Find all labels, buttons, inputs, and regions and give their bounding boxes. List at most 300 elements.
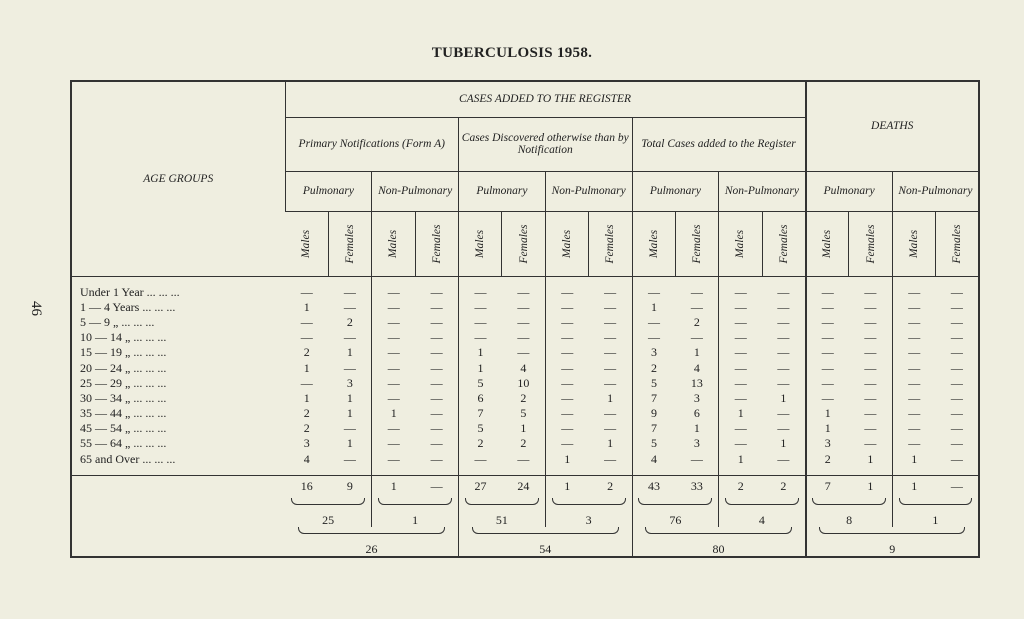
males-header: Males xyxy=(459,211,502,276)
table-cell: — xyxy=(864,436,877,451)
grand-total-value: 80 xyxy=(712,541,725,556)
table-cell: — xyxy=(343,284,356,299)
table-cell: 6 xyxy=(459,391,502,406)
table-row xyxy=(71,345,979,360)
table-cell: — xyxy=(430,436,443,451)
table-cell: — xyxy=(545,300,588,315)
table-row xyxy=(71,330,979,345)
deaths-header: DEATHS xyxy=(806,81,980,171)
table-cell: — xyxy=(343,360,356,375)
total-cell: 1 xyxy=(892,475,935,498)
grand-total-value: 54 xyxy=(539,541,552,556)
grand-total-value: 9 xyxy=(889,541,896,556)
table-cell: — xyxy=(517,451,530,466)
table-cell: — xyxy=(777,421,790,436)
table-cell: — xyxy=(604,330,617,345)
table-cell: 1 xyxy=(372,406,415,421)
table-cell: — xyxy=(777,314,790,329)
table-cell: — xyxy=(950,436,963,451)
table-cell: — xyxy=(300,330,313,345)
table-cell: 4 xyxy=(693,360,700,375)
table-cell: — xyxy=(950,390,963,405)
males-header: Males xyxy=(806,211,849,276)
table-cell: — xyxy=(459,315,502,330)
table-cell: — xyxy=(777,284,790,299)
table-row xyxy=(71,421,979,436)
totals-row xyxy=(71,475,979,498)
table-cell: 1 xyxy=(545,452,588,467)
table-cell: — xyxy=(517,284,530,299)
table-cell: — xyxy=(950,299,963,314)
table-row xyxy=(71,376,979,391)
total-cell: 27 xyxy=(459,475,502,498)
males-header: Males xyxy=(719,211,762,276)
table-cell: — xyxy=(343,299,356,314)
females-header: Females xyxy=(936,211,979,276)
table-cell: 7 xyxy=(459,406,502,421)
subtotal-value: 4 xyxy=(758,512,765,527)
table-cell: — xyxy=(545,436,588,451)
table-cell: 2 xyxy=(459,436,502,451)
brace-mark xyxy=(291,498,365,505)
table-cell: 1 xyxy=(632,300,675,315)
table-cell: 1 xyxy=(780,390,787,405)
table-cell: — xyxy=(864,299,877,314)
table-cell: — xyxy=(430,284,443,299)
table-cell: 4 xyxy=(520,360,527,375)
brace-mark xyxy=(378,498,452,505)
total-cell: 16 xyxy=(285,475,328,498)
brace-mark xyxy=(552,498,626,505)
table-cell: 2 xyxy=(303,421,310,436)
table-cell: — xyxy=(517,299,530,314)
males-header: Males xyxy=(545,211,588,276)
age-group-label: 10 — 14 „ ... ... ... xyxy=(80,330,167,345)
table-cell: 5 xyxy=(459,421,502,436)
table-cell: — xyxy=(719,436,762,451)
table-cell: 1 xyxy=(303,360,310,375)
age-group-label: 5 — 9 „ ... ... ... xyxy=(80,314,155,329)
table-cell: — xyxy=(545,360,588,375)
subtotal-cell xyxy=(545,498,632,527)
table-cell: — xyxy=(300,284,313,299)
table-cell: — xyxy=(806,345,849,360)
cases-added-header: CASES ADDED TO THE REGISTER xyxy=(285,81,806,117)
table-cell: — xyxy=(372,421,415,436)
table-cell: 1 xyxy=(346,390,353,405)
table-cell: — xyxy=(864,314,877,329)
table-cell: — xyxy=(892,391,935,406)
subtotal-cell xyxy=(719,498,806,527)
total-cell: 1 xyxy=(372,475,415,498)
table-cell: — xyxy=(806,376,849,391)
table-cell: — xyxy=(864,330,877,345)
table-cell: — xyxy=(864,421,877,436)
table-cell: 1 xyxy=(520,421,527,436)
males-header: Males xyxy=(285,211,328,276)
table-cell: 6 xyxy=(693,406,700,421)
table-cell: — xyxy=(719,330,762,345)
table-cell: — xyxy=(430,299,443,314)
primary-notifications-header: Primary Notifications (Form A) xyxy=(285,117,459,171)
table-cell: — xyxy=(864,406,877,421)
table-cell: — xyxy=(604,375,617,390)
table-cell: — xyxy=(517,330,530,345)
females-header: Females xyxy=(675,211,718,276)
table-cell: — xyxy=(777,451,790,466)
total-cell: 2 xyxy=(589,475,632,498)
brace-mark xyxy=(465,498,539,505)
table-cell: 5 xyxy=(632,436,675,451)
age-group-label: 45 — 54 „ ... ... ... xyxy=(80,421,167,436)
age-group-label: 30 — 34 „ ... ... ... xyxy=(80,390,167,405)
table-cell: — xyxy=(950,406,963,421)
table-cell: — xyxy=(892,285,935,300)
table-cell: — xyxy=(430,314,443,329)
total-cases-header: Total Cases added to the Register xyxy=(632,117,806,171)
table-cell: — xyxy=(343,421,356,436)
table-cell: — xyxy=(950,421,963,436)
table-cell: — xyxy=(632,285,675,300)
subtotal-value: 1 xyxy=(412,512,419,527)
subtotal-cell xyxy=(372,498,459,527)
table-cell: — xyxy=(430,345,443,360)
age-group-label: 65 and Over ... ... ... xyxy=(80,451,176,466)
table-cell: — xyxy=(430,406,443,421)
total-cell: — xyxy=(415,475,458,498)
total-cell: 7 xyxy=(806,475,849,498)
table-cell: — xyxy=(372,452,415,467)
subtotal-value: 25 xyxy=(322,512,335,527)
table-cell: 5 xyxy=(459,376,502,391)
subtotal-cell xyxy=(892,498,979,527)
table-row xyxy=(71,300,979,315)
table-cell: 9 xyxy=(632,406,675,421)
table-cell: — xyxy=(372,436,415,451)
total-cell: 24 xyxy=(502,475,545,498)
table-cell: — xyxy=(545,376,588,391)
tuberculosis-table xyxy=(70,80,980,558)
page-number: 46 xyxy=(28,301,44,316)
table-cell: 4 xyxy=(632,452,675,467)
total-cell: — xyxy=(936,475,979,498)
table-cell: 2 xyxy=(303,345,310,360)
table-cell: — xyxy=(545,391,588,406)
males-header: Males xyxy=(632,211,675,276)
table-cell: — xyxy=(806,300,849,315)
table-cell: — xyxy=(864,375,877,390)
total-cell: 1 xyxy=(849,475,892,498)
table-cell: — xyxy=(777,345,790,360)
females-header: Females xyxy=(415,211,458,276)
table-cell: 2 xyxy=(303,406,310,421)
table-cell: 2 xyxy=(520,436,527,451)
table-cell: 3 xyxy=(806,436,849,451)
table-cell: — xyxy=(892,436,935,451)
table-cell: — xyxy=(517,314,530,329)
table-cell: — xyxy=(343,451,356,466)
table-cell: — xyxy=(892,360,935,375)
non-pulmonary-header: Non-Pulmonary xyxy=(892,171,979,211)
table-cell: — xyxy=(690,451,703,466)
table-cell: — xyxy=(690,284,703,299)
table-cell: — xyxy=(517,345,530,360)
total-cell: 2 xyxy=(762,475,805,498)
total-cell: 2 xyxy=(719,475,762,498)
table-cell: — xyxy=(372,376,415,391)
table-cell: — xyxy=(545,315,588,330)
table-cell: — xyxy=(950,375,963,390)
males-header: Males xyxy=(892,211,935,276)
table-cell: 1 xyxy=(892,452,935,467)
table-cell: 1 xyxy=(303,299,310,314)
table-cell: — xyxy=(719,376,762,391)
table-cell: — xyxy=(806,360,849,375)
table-cell: 1 xyxy=(346,406,353,421)
table-cell: — xyxy=(864,360,877,375)
age-group-label: 20 — 24 „ ... ... ... xyxy=(80,360,167,375)
table-cell: — xyxy=(430,451,443,466)
subtotal-cell xyxy=(459,498,546,527)
brace-mark xyxy=(472,527,619,534)
table-cell: — xyxy=(300,375,313,390)
table-row xyxy=(71,285,979,300)
non-pulmonary-header: Non-Pulmonary xyxy=(545,171,632,211)
table-cell: — xyxy=(777,330,790,345)
total-cell: 43 xyxy=(632,475,675,498)
table-cell: 1 xyxy=(459,360,502,375)
table-row xyxy=(71,391,979,406)
table-cell: — xyxy=(545,345,588,360)
table-cell: 1 xyxy=(867,451,874,466)
table-cell: — xyxy=(806,391,849,406)
table-cell: — xyxy=(430,375,443,390)
table-cell: — xyxy=(892,300,935,315)
brace-mark xyxy=(638,498,712,505)
table-cell: — xyxy=(604,360,617,375)
table-cell: — xyxy=(950,330,963,345)
table-cell: — xyxy=(892,376,935,391)
table-cell: — xyxy=(719,421,762,436)
table-cell: — xyxy=(459,452,502,467)
table-cell: — xyxy=(892,330,935,345)
table-cell: — xyxy=(372,391,415,406)
table-cell: 2 xyxy=(693,314,700,329)
age-group-label: 25 — 29 „ ... ... ... xyxy=(80,375,167,390)
table-cell: — xyxy=(459,330,502,345)
brace-mark xyxy=(899,498,973,505)
pulmonary-header: Pulmonary xyxy=(459,171,546,211)
table-cell: 1 xyxy=(780,436,787,451)
table-cell: — xyxy=(545,406,588,421)
table-cell: — xyxy=(604,314,617,329)
table-cell: — xyxy=(604,299,617,314)
table-cell: 3 xyxy=(693,390,700,405)
table-cell: — xyxy=(545,330,588,345)
females-header: Females xyxy=(502,211,545,276)
table-row xyxy=(71,360,979,375)
table-cell: — xyxy=(430,360,443,375)
page-title: TUBERCULOSIS 1958. xyxy=(431,45,593,61)
table-cell: — xyxy=(459,300,502,315)
table-cell: 1 xyxy=(719,452,762,467)
table-cell: 1 xyxy=(459,345,502,360)
table-cell: — xyxy=(864,284,877,299)
table-row xyxy=(71,406,979,421)
table-row xyxy=(71,315,979,330)
table-cell: 1 xyxy=(693,421,700,436)
table-cell: — xyxy=(690,299,703,314)
total-cell: 9 xyxy=(328,475,371,498)
age-group-label: 15 — 19 „ ... ... ... xyxy=(80,345,167,360)
subtotals-row xyxy=(71,498,979,527)
subtotal-value: 76 xyxy=(669,512,682,527)
subtotal-value: 51 xyxy=(495,512,508,527)
females-header: Females xyxy=(589,211,632,276)
age-groups-header: AGE GROUPS xyxy=(71,81,285,276)
table-row xyxy=(71,452,979,467)
table-cell: — xyxy=(777,406,790,421)
non-pulmonary-header: Non-Pulmonary xyxy=(719,171,806,211)
table-cell: — xyxy=(545,285,588,300)
table-cell: 3 xyxy=(632,345,675,360)
table-cell: 5 xyxy=(520,406,527,421)
table-cell: 1 xyxy=(607,436,614,451)
age-group-label: Under 1 Year ... ... ... xyxy=(80,284,180,299)
females-header: Females xyxy=(849,211,892,276)
grand-total-cell xyxy=(285,527,459,557)
age-group-label: 1 — 4 Years ... ... ... xyxy=(80,299,176,314)
subtotal-cell xyxy=(806,498,893,527)
table-body xyxy=(71,276,979,557)
females-header: Females xyxy=(762,211,805,276)
table-cell: — xyxy=(806,330,849,345)
table-cell: 1 xyxy=(693,345,700,360)
total-cell: 1 xyxy=(545,475,588,498)
table-cell: — xyxy=(892,315,935,330)
table-cell: 5 xyxy=(632,376,675,391)
table-cell: 1 xyxy=(303,390,310,405)
table-cell: — xyxy=(777,299,790,314)
table-cell: 7 xyxy=(632,421,675,436)
table-cell: 2 xyxy=(346,314,353,329)
table-row xyxy=(71,436,979,451)
table-cell: — xyxy=(892,345,935,360)
table-cell: — xyxy=(719,315,762,330)
table-cell: — xyxy=(300,314,313,329)
grand-total-cell xyxy=(806,527,980,557)
table-cell: — xyxy=(372,300,415,315)
table-cell: — xyxy=(372,360,415,375)
table-cell: — xyxy=(430,390,443,405)
table-cell: — xyxy=(604,345,617,360)
table-cell: 1 xyxy=(607,390,614,405)
table-cell: — xyxy=(950,451,963,466)
age-group-label: 55 — 64 „ ... ... ... xyxy=(80,436,167,451)
subtotal-cell xyxy=(285,498,372,527)
brace-mark xyxy=(645,527,791,534)
table-cell: — xyxy=(430,421,443,436)
table-cell: — xyxy=(632,330,675,345)
table-cell: 1 xyxy=(806,406,849,421)
table-cell: 1 xyxy=(719,406,762,421)
non-pulmonary-header: Non-Pulmonary xyxy=(372,171,459,211)
table-cell: — xyxy=(545,421,588,436)
table-cell: 4 xyxy=(303,451,310,466)
table-cell: 3 xyxy=(693,436,700,451)
cases-discovered-header: Cases Discovered otherwise than by Notification xyxy=(459,117,633,171)
brace-mark xyxy=(298,527,445,534)
males-header: Males xyxy=(372,211,415,276)
table-cell: 3 xyxy=(303,436,310,451)
table-cell: 2 xyxy=(806,452,849,467)
table-cell: — xyxy=(372,330,415,345)
subtotal-value: 1 xyxy=(932,512,939,527)
table-cell: — xyxy=(950,360,963,375)
grand-total-cell xyxy=(632,527,806,557)
table-cell: — xyxy=(719,360,762,375)
table-cell: — xyxy=(950,284,963,299)
subtotal-cell xyxy=(632,498,719,527)
table-cell: — xyxy=(950,345,963,360)
grand-total-cell xyxy=(459,527,633,557)
table-cell: — xyxy=(806,285,849,300)
table-cell: — xyxy=(864,345,877,360)
pulmonary-header: Pulmonary xyxy=(632,171,719,211)
table-cell: — xyxy=(719,391,762,406)
table-cell: — xyxy=(892,421,935,436)
table-cell: — xyxy=(604,451,617,466)
table-cell: — xyxy=(372,345,415,360)
pulmonary-header: Pulmonary xyxy=(285,171,372,211)
table-cell: — xyxy=(372,315,415,330)
table-cell: — xyxy=(604,421,617,436)
table-cell: — xyxy=(719,300,762,315)
total-cell: 33 xyxy=(675,475,718,498)
table-cell: 10 xyxy=(517,375,530,390)
table-cell: — xyxy=(372,285,415,300)
table-cell: 2 xyxy=(632,360,675,375)
grand-totals-row xyxy=(71,527,979,557)
table-cell: — xyxy=(777,360,790,375)
brace-mark xyxy=(812,498,886,505)
table-cell: — xyxy=(632,315,675,330)
subtotal-value: 8 xyxy=(846,512,853,527)
age-group-label: 35 — 44 „ ... ... ... xyxy=(80,406,167,421)
table-cell: — xyxy=(864,390,877,405)
table-cell: — xyxy=(604,284,617,299)
table-cell: — xyxy=(777,375,790,390)
table-cell: 1 xyxy=(346,436,353,451)
table-cell: — xyxy=(604,406,617,421)
table-cell: — xyxy=(719,345,762,360)
table-cell: — xyxy=(690,330,703,345)
table-cell: 1 xyxy=(346,345,353,360)
table-cell: — xyxy=(430,330,443,345)
grand-total-value: 26 xyxy=(365,541,378,556)
brace-mark xyxy=(819,527,965,534)
table-cell: — xyxy=(806,315,849,330)
table-cell: 7 xyxy=(632,391,675,406)
table-cell: — xyxy=(892,406,935,421)
table-cell: — xyxy=(459,285,502,300)
females-header: Females xyxy=(328,211,371,276)
table-cell: 1 xyxy=(806,421,849,436)
table-cell: — xyxy=(343,330,356,345)
subtotal-value: 3 xyxy=(585,512,592,527)
table-cell: 2 xyxy=(520,390,527,405)
brace-mark xyxy=(725,498,799,505)
